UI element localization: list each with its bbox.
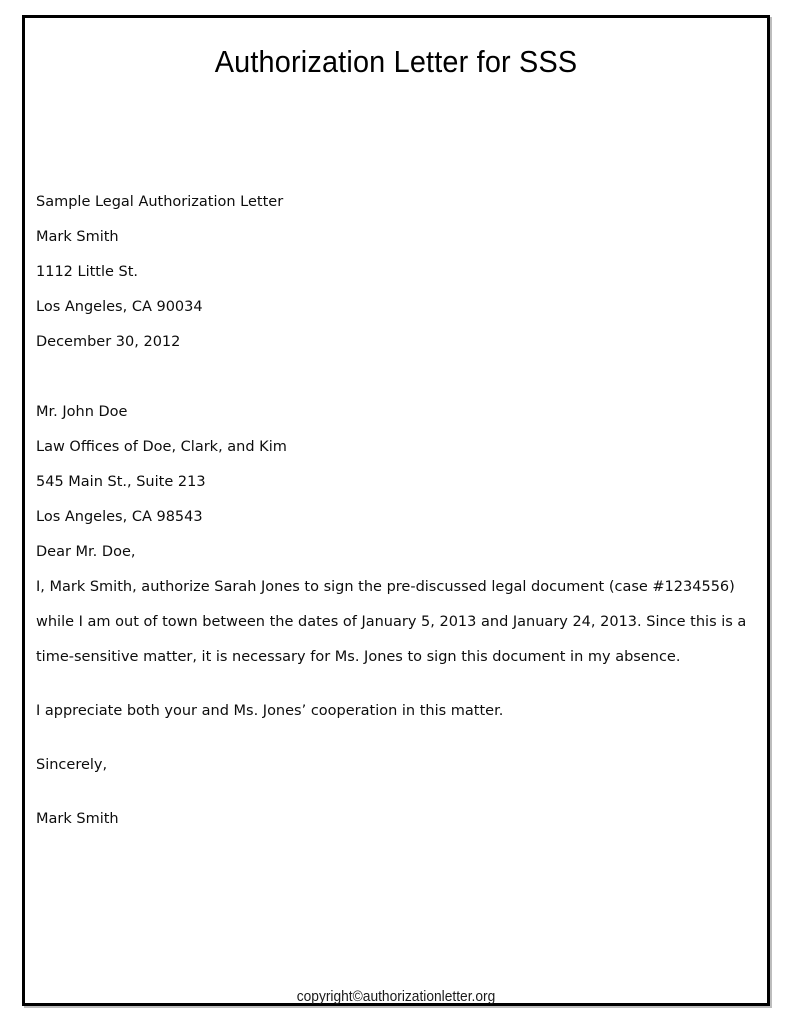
paragraph-spacer [36, 729, 762, 748]
recipient-line: Mr. John Doe [36, 404, 128, 420]
signature-name: Mark Smith [36, 811, 119, 827]
letter-content [36, 185, 762, 837]
sender-line: Los Angeles, CA 90034 [36, 299, 203, 315]
signature-spacer [36, 783, 762, 802]
closing: Sincerely, [36, 757, 108, 773]
recipient-line: 545 Main St., Suite 213 [36, 474, 206, 490]
paragraph-spacer [36, 675, 762, 694]
address-spacer [36, 360, 762, 395]
recipient-address-block [36, 395, 762, 535]
recipient-line: Law Offices of Doe, Clark, and Kim [36, 439, 287, 455]
page-title: Authorization Letter for SSS [214, 44, 578, 79]
letter-page-border [22, 15, 770, 1006]
sender-line: 1112 Little St. [36, 264, 139, 280]
salutation: Dear Mr. Doe, [36, 544, 136, 560]
sender-address-block [36, 185, 762, 360]
recipient-line: Los Angeles, CA 98543 [36, 509, 203, 525]
sender-date: December 30, 2012 [36, 334, 181, 350]
footer-copyright: copyright©authorizationletter.org [296, 989, 496, 1005]
sender-line: Mark Smith [36, 229, 119, 245]
sender-line: Sample Legal Authorization Letter [36, 194, 284, 210]
body-paragraph-2: I appreciate both your and Ms. Jones’ cooperation in this matter. [36, 703, 504, 719]
body-paragraph-1: I, Mark Smith, authorize Sarah Jones to sign the pre-discussed legal document (case #1234556) while I am out of town between the dates of January 5, 2013 and January 24, 2013. Since this is a time-sensitive matter, it is necessary for Ms. Jones to sign this document in my absence. [36, 579, 747, 665]
